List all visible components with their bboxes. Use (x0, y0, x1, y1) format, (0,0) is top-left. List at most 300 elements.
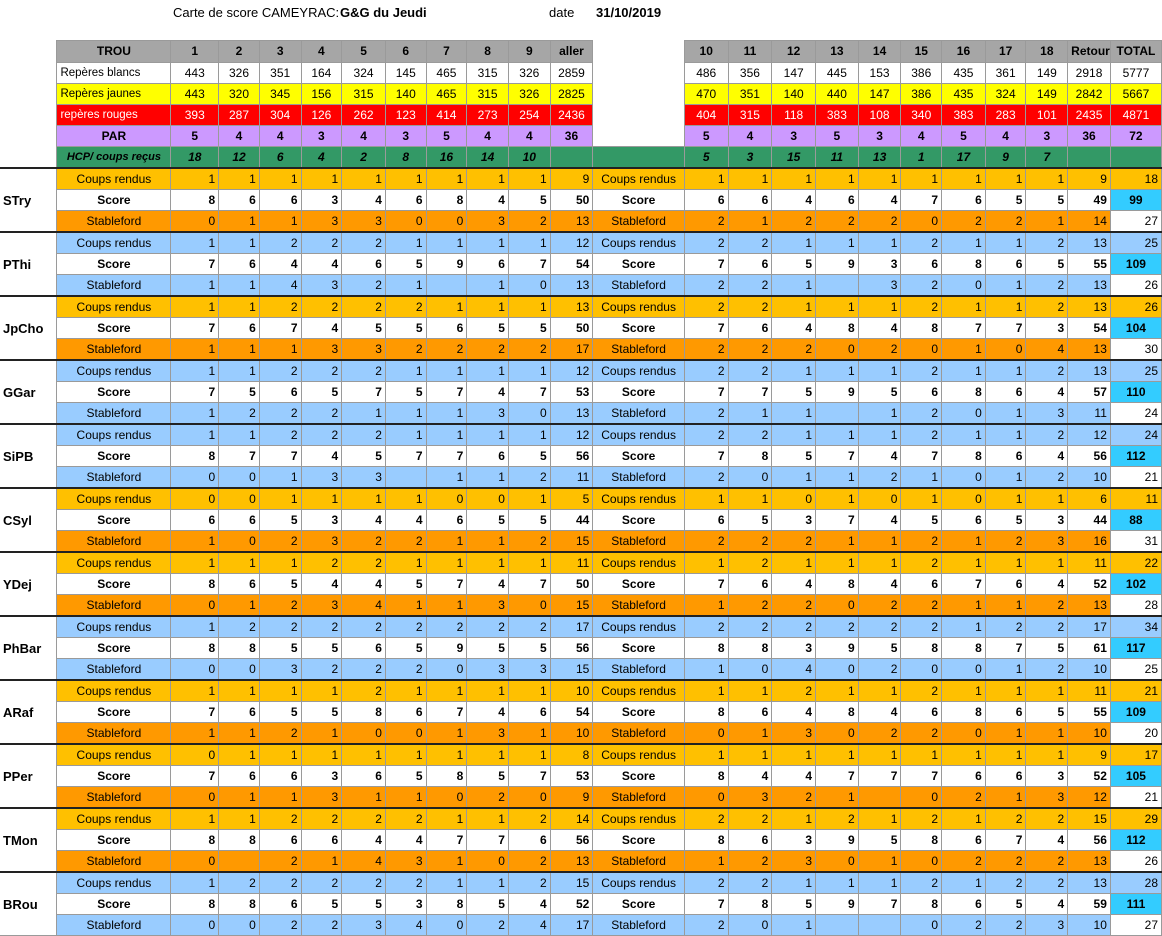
stableford-value: 2 (858, 339, 901, 361)
coups-aller: 12 (550, 424, 593, 446)
scorecard-title: Carte de score CAMEYRAC: (173, 5, 340, 20)
score-label: Score (593, 830, 685, 851)
coups-value: 1 (171, 616, 219, 638)
coups-value: 1 (858, 808, 901, 830)
row-label: PAR (57, 126, 171, 147)
score-aller: 44 (550, 510, 593, 531)
score-value: 3 (772, 638, 816, 659)
coups-value: 1 (301, 744, 342, 766)
score-value: 7 (171, 702, 219, 723)
coups-value: 1 (426, 808, 467, 830)
hole-number: 6 (385, 41, 426, 63)
coups-value: 1 (816, 680, 859, 702)
stableford-value: 2 (728, 275, 772, 297)
stableford-value: 0 (385, 723, 426, 745)
score-value: 5 (342, 446, 386, 467)
sheet-headline (0, 0, 1162, 24)
coups-value: 2 (342, 616, 386, 638)
coups-value: 2 (219, 616, 260, 638)
coups-value: 1 (901, 744, 942, 766)
stableford-value: 1 (816, 787, 859, 809)
score-value: 7 (901, 446, 942, 467)
stableford-value: 1 (901, 467, 942, 489)
player-score-row (0, 510, 1162, 531)
coups-label: Coups rendus (57, 296, 171, 318)
score-value: 5 (508, 318, 550, 339)
score-value: 4 (342, 510, 386, 531)
stableford-value: 1 (985, 659, 1026, 681)
score-retour: 54 (1068, 318, 1111, 339)
stableford-value: 1 (259, 467, 301, 489)
player-stableford-row (0, 403, 1162, 425)
coups-value: 1 (467, 360, 509, 382)
hole-number: 7 (426, 41, 467, 63)
coups-value: 1 (1026, 680, 1068, 702)
stableford-value: 1 (467, 467, 509, 489)
stableford-value: 3 (301, 211, 342, 233)
score-value: 7 (426, 830, 467, 851)
score-value: 8 (426, 894, 467, 915)
score-value: 6 (816, 190, 859, 211)
coups-value: 0 (467, 488, 509, 510)
hole-value: 414 (426, 105, 467, 126)
coups-aller: 10 (550, 680, 593, 702)
stableford-total: 27 (1110, 915, 1161, 936)
stableford-value (385, 467, 426, 489)
coups-label: Coups rendus (57, 424, 171, 446)
stableford-value: 1 (171, 723, 219, 745)
hole-number: 17 (985, 41, 1026, 63)
stableford-value: 2 (508, 531, 550, 553)
stableford-value: 0 (901, 915, 942, 936)
player-name: BRou (0, 872, 57, 936)
score-value: 8 (219, 894, 260, 915)
stableford-value: 0 (901, 787, 942, 809)
stableford-total: 21 (1110, 467, 1161, 489)
coups-value: 1 (858, 296, 901, 318)
coups-value: 1 (259, 552, 301, 574)
coups-value: 1 (858, 424, 901, 446)
score-value: 7 (426, 446, 467, 467)
hole-value: 147 (772, 63, 816, 84)
coups-value: 2 (728, 616, 772, 638)
player-score-row (0, 702, 1162, 723)
hole-value: 486 (684, 63, 728, 84)
score-value: 6 (985, 446, 1026, 467)
coups-label: Coups rendus (57, 680, 171, 702)
score-total: 105 (1110, 766, 1161, 787)
stableford-value: 0 (508, 787, 550, 809)
score-value: 3 (1026, 766, 1068, 787)
stableford-value: 1 (301, 851, 342, 873)
stableford-value: 0 (816, 595, 859, 617)
stableford-value (816, 915, 859, 936)
score-aller: 50 (550, 574, 593, 595)
hole-value: 156 (301, 84, 342, 105)
stableford-retour: 10 (1068, 659, 1111, 681)
coups-value: 1 (171, 232, 219, 254)
coups-value: 1 (171, 168, 219, 190)
stableford-value: 0 (426, 659, 467, 681)
coups-value: 0 (171, 488, 219, 510)
coups-value: 1 (508, 168, 550, 190)
score-value: 7 (171, 766, 219, 787)
coups-value: 1 (171, 424, 219, 446)
score-value: 7 (426, 574, 467, 595)
score-value: 7 (684, 318, 728, 339)
info-row-jaunes (0, 84, 1162, 105)
hole-number: 15 (901, 41, 942, 63)
coups-value: 2 (728, 360, 772, 382)
stableford-retour: 13 (1068, 339, 1111, 361)
hole-value: 320 (219, 84, 260, 105)
retour-value: 2918 (1068, 63, 1111, 84)
stableford-value: 0 (467, 851, 509, 873)
coups-value: 1 (728, 680, 772, 702)
player-score-row (0, 830, 1162, 851)
blank-cell (0, 63, 57, 84)
stableford-value: 1 (942, 531, 986, 553)
player-score-row (0, 574, 1162, 595)
score-value: 4 (728, 766, 772, 787)
coups-retour: 13 (1068, 296, 1111, 318)
stableford-label: Stableford (57, 467, 171, 489)
coups-value: 2 (728, 424, 772, 446)
coups-value: 2 (342, 680, 386, 702)
coups-value: 2 (1026, 360, 1068, 382)
coups-total: 25 (1110, 360, 1161, 382)
stableford-aller: 15 (550, 659, 593, 681)
stableford-value: 0 (728, 467, 772, 489)
score-aller: 53 (550, 382, 593, 403)
coups-value: 2 (385, 296, 426, 318)
coups-value: 1 (467, 232, 509, 254)
coups-value: 2 (901, 424, 942, 446)
coups-value: 2 (259, 616, 301, 638)
stableford-value: 2 (259, 851, 301, 873)
coups-value: 1 (508, 296, 550, 318)
score-value: 6 (259, 382, 301, 403)
coups-value: 1 (985, 680, 1026, 702)
score-value: 5 (858, 382, 901, 403)
stableford-value: 0 (171, 211, 219, 233)
hole-value: 386 (901, 84, 942, 105)
score-label: Score (57, 766, 171, 787)
hole-value: 145 (385, 63, 426, 84)
stableford-value: 1 (171, 275, 219, 297)
coups-value: 1 (171, 360, 219, 382)
score-value: 5 (385, 638, 426, 659)
score-value: 7 (728, 382, 772, 403)
stableford-value: 2 (728, 851, 772, 873)
score-value: 4 (772, 190, 816, 211)
total-header: TOTAL (1110, 41, 1161, 63)
score-value: 6 (219, 702, 260, 723)
score-value: 5 (772, 446, 816, 467)
score-retour: 61 (1068, 638, 1111, 659)
coups-total: 34 (1110, 616, 1161, 638)
stableford-retour: 14 (1068, 211, 1111, 233)
score-value: 6 (259, 830, 301, 851)
score-value: 4 (858, 574, 901, 595)
coups-value: 1 (385, 168, 426, 190)
score-value: 4 (342, 830, 386, 851)
stableford-value: 2 (901, 403, 942, 425)
coups-retour: 9 (1068, 168, 1111, 190)
hole-value: 17 (942, 147, 986, 169)
stableford-value: 0 (901, 211, 942, 233)
stableford-aller: 11 (550, 467, 593, 489)
score-value: 6 (219, 318, 260, 339)
stableford-value: 0 (508, 403, 550, 425)
score-value: 5 (385, 254, 426, 275)
coups-value: 2 (684, 872, 728, 894)
coups-value: 1 (1026, 744, 1068, 766)
score-value: 8 (171, 894, 219, 915)
stableford-value: 0 (816, 339, 859, 361)
coups-value: 1 (942, 296, 986, 318)
score-value: 6 (985, 254, 1026, 275)
stableford-value: 2 (942, 787, 986, 809)
player-coups-row (0, 808, 1162, 830)
stableford-label: Stableford (593, 787, 685, 809)
stableford-value: 3 (342, 339, 386, 361)
stableford-value: 0 (171, 915, 219, 936)
coups-value: 1 (772, 744, 816, 766)
score-value: 8 (816, 574, 859, 595)
stableford-value: 2 (508, 211, 550, 233)
hole-number: 12 (772, 41, 816, 63)
stableford-value: 0 (985, 339, 1026, 361)
coups-value: 1 (426, 872, 467, 894)
aller-value: 36 (550, 126, 593, 147)
stableford-value: 2 (985, 211, 1026, 233)
score-value: 9 (426, 254, 467, 275)
coups-label: Coups rendus (593, 808, 685, 830)
score-value: 6 (467, 446, 509, 467)
coups-value: 1 (219, 808, 260, 830)
stableford-value: 1 (342, 403, 386, 425)
stableford-value: 0 (942, 659, 986, 681)
coups-value: 1 (942, 552, 986, 574)
score-value: 4 (301, 446, 342, 467)
score-value: 7 (901, 190, 942, 211)
blank-cell (0, 147, 57, 169)
score-value: 5 (858, 830, 901, 851)
coups-aller: 13 (550, 296, 593, 318)
stableford-value: 1 (772, 467, 816, 489)
score-value: 4 (858, 190, 901, 211)
coups-label: Coups rendus (593, 744, 685, 766)
score-label: Score (593, 510, 685, 531)
coups-label: Coups rendus (593, 680, 685, 702)
coups-value: 1 (942, 616, 986, 638)
score-value: 4 (467, 190, 509, 211)
total-value (1110, 147, 1161, 169)
stableford-value: 1 (728, 211, 772, 233)
stableford-value: 2 (985, 531, 1026, 553)
stableford-value: 3 (467, 595, 509, 617)
stableford-value: 3 (301, 339, 342, 361)
score-value: 6 (942, 830, 986, 851)
score-value: 6 (985, 574, 1026, 595)
coups-value: 1 (772, 552, 816, 574)
score-value: 6 (985, 766, 1026, 787)
hole-value: 435 (942, 84, 986, 105)
score-total: 110 (1110, 382, 1161, 403)
coups-value: 2 (342, 360, 386, 382)
score-label: Score (57, 318, 171, 339)
stableford-value: 1 (219, 275, 260, 297)
coups-value: 1 (219, 296, 260, 318)
stableford-value: 3 (467, 211, 509, 233)
coups-value: 1 (816, 296, 859, 318)
stableford-value: 1 (467, 531, 509, 553)
score-value: 6 (171, 510, 219, 531)
stableford-value: 2 (684, 467, 728, 489)
coups-value: 2 (816, 808, 859, 830)
coups-value: 1 (301, 680, 342, 702)
stableford-value: 0 (385, 211, 426, 233)
score-value: 6 (728, 254, 772, 275)
info-row-hcp (0, 147, 1162, 169)
hole-value: 383 (816, 105, 859, 126)
hole-value: 443 (171, 63, 219, 84)
date-label: date (549, 5, 575, 20)
stableford-label: Stableford (57, 211, 171, 233)
score-retour: 56 (1068, 830, 1111, 851)
player-name: ARaf (0, 680, 57, 744)
stableford-label: Stableford (593, 339, 685, 361)
hole-value: 3 (385, 126, 426, 147)
stableford-value: 2 (684, 403, 728, 425)
coups-retour: 12 (1068, 424, 1111, 446)
score-value: 5 (301, 894, 342, 915)
stableford-value: 1 (985, 595, 1026, 617)
hole-value: 386 (901, 63, 942, 84)
stableford-value: 2 (342, 275, 386, 297)
stableford-aller: 13 (550, 851, 593, 873)
coups-value: 1 (508, 744, 550, 766)
stableford-label: Stableford (593, 467, 685, 489)
stableford-value: 4 (772, 659, 816, 681)
stableford-value: 1 (985, 275, 1026, 297)
coups-aller: 14 (550, 808, 593, 830)
stableford-value: 3 (772, 723, 816, 745)
coups-label: Coups rendus (57, 232, 171, 254)
score-aller: 50 (550, 318, 593, 339)
score-value: 6 (219, 510, 260, 531)
score-value: 4 (772, 574, 816, 595)
coups-retour: 11 (1068, 680, 1111, 702)
score-value: 8 (171, 638, 219, 659)
coups-value: 1 (171, 808, 219, 830)
stableford-value: 2 (901, 595, 942, 617)
score-value: 7 (858, 766, 901, 787)
total-value: 5667 (1110, 84, 1161, 105)
score-value: 7 (901, 766, 942, 787)
score-value: 8 (901, 894, 942, 915)
stableford-value: 2 (219, 403, 260, 425)
stableford-value: 1 (219, 595, 260, 617)
score-value: 4 (301, 254, 342, 275)
score-value: 8 (901, 318, 942, 339)
stableford-value: 2 (728, 595, 772, 617)
coups-value: 1 (301, 168, 342, 190)
coups-value: 2 (728, 808, 772, 830)
score-retour: 44 (1068, 510, 1111, 531)
score-value: 7 (171, 254, 219, 275)
stableford-aller: 17 (550, 915, 593, 936)
hole-value: 11 (816, 147, 859, 169)
score-value: 4 (858, 702, 901, 723)
coups-value: 2 (301, 232, 342, 254)
coups-label: Coups rendus (57, 488, 171, 510)
coups-value: 2 (728, 232, 772, 254)
coups-value: 2 (467, 616, 509, 638)
stableford-value: 1 (385, 403, 426, 425)
score-value: 6 (342, 766, 386, 787)
stableford-value: 2 (259, 403, 301, 425)
score-value: 4 (301, 574, 342, 595)
stableford-label: Stableford (57, 723, 171, 745)
score-value: 8 (728, 638, 772, 659)
hole-value: 147 (858, 84, 901, 105)
hole-number: 4 (301, 41, 342, 63)
stableford-value: 2 (467, 787, 509, 809)
coups-value: 1 (772, 168, 816, 190)
stableford-value: 2 (301, 403, 342, 425)
stableford-value (219, 851, 260, 873)
hole-value: 315 (728, 105, 772, 126)
hole-value: 4 (728, 126, 772, 147)
hole-value: 470 (684, 84, 728, 105)
player-score-row (0, 638, 1162, 659)
score-value: 7 (942, 574, 986, 595)
hole-number: 2 (219, 41, 260, 63)
hole-value: 140 (772, 84, 816, 105)
coups-value: 1 (942, 360, 986, 382)
player-stableford-row (0, 723, 1162, 745)
score-value: 8 (901, 638, 942, 659)
hole-value: 13 (858, 147, 901, 169)
stableford-value: 1 (385, 787, 426, 809)
stableford-value: 1 (171, 339, 219, 361)
score-value: 4 (1026, 446, 1068, 467)
row-label: Repères blancs (57, 63, 171, 84)
hole-value: 3 (728, 147, 772, 169)
player-name: GGar (0, 360, 57, 424)
aller-value: 2825 (550, 84, 593, 105)
coups-value: 1 (901, 488, 942, 510)
coups-value: 2 (816, 616, 859, 638)
stableford-value: 3 (259, 659, 301, 681)
stableford-value: 2 (985, 851, 1026, 873)
retour-value (1068, 147, 1111, 169)
stableford-value: 3 (342, 915, 386, 936)
coups-retour: 6 (1068, 488, 1111, 510)
coups-value: 1 (385, 488, 426, 510)
hole-value: 14 (467, 147, 509, 169)
stableford-value: 3 (301, 275, 342, 297)
hole-value: 2 (342, 147, 386, 169)
coups-value: 1 (985, 360, 1026, 382)
coups-value: 1 (1026, 168, 1068, 190)
coups-value: 1 (219, 360, 260, 382)
stableford-value: 2 (684, 915, 728, 936)
blank-cell (0, 41, 57, 63)
score-label: Score (57, 894, 171, 915)
